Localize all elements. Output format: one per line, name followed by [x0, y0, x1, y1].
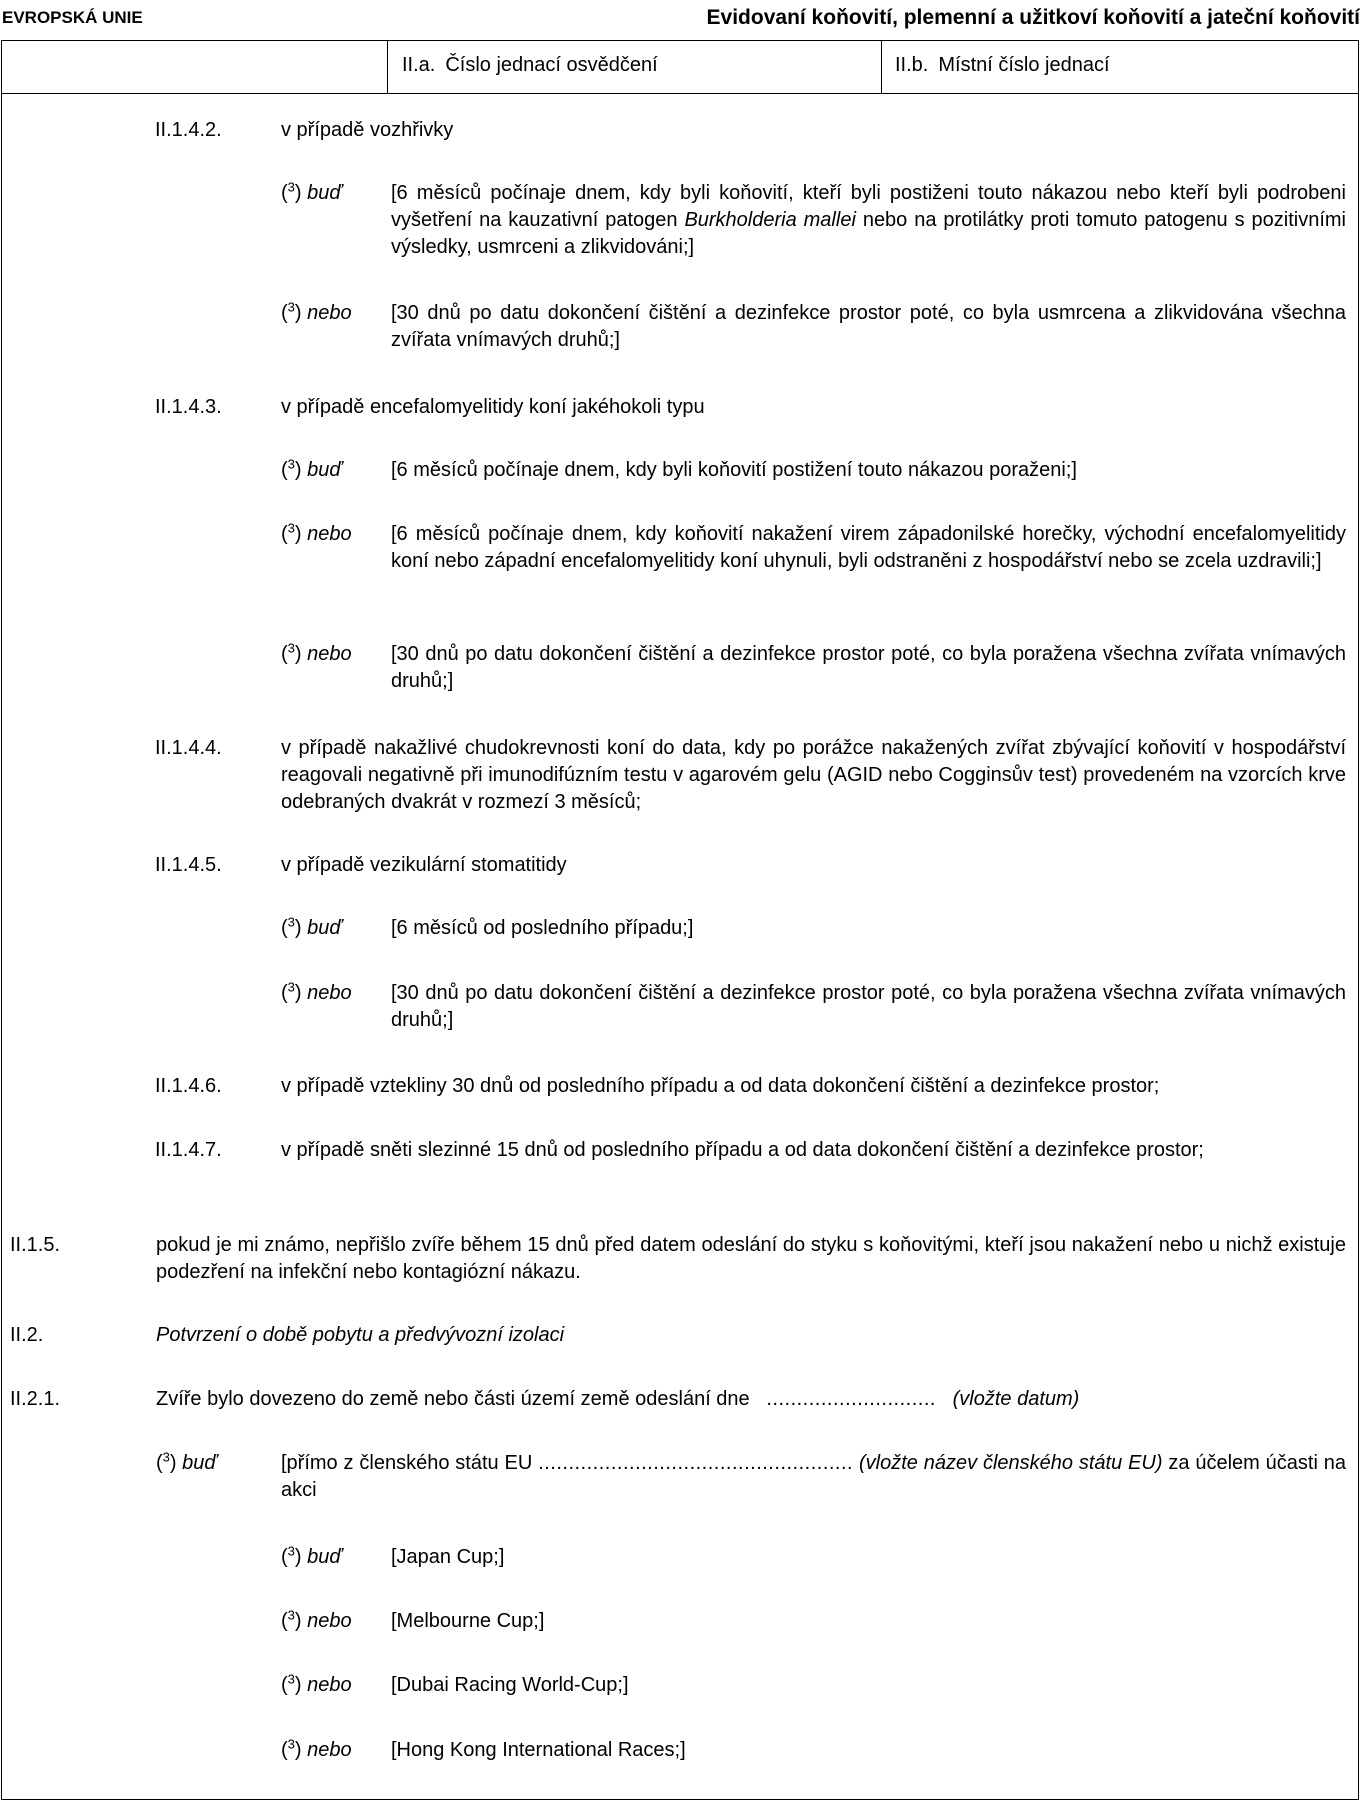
event-option: [Dubai Racing World-Cup;]	[391, 1674, 629, 1696]
option-marker: ($^3$) nebo	[281, 1607, 352, 1632]
reference-row	[2, 41, 1358, 94]
ref-cert-number: II.a. Číslo jednací osvědčení	[402, 54, 658, 76]
country-fill-line: ....................................................	[538, 1452, 854, 1474]
section-number: II.2.	[10, 1324, 44, 1346]
option-text: [přímo z členského státu EU .................................................... (vložte název členského státu EU) za účelem účasti na akci	[281, 1452, 1347, 1501]
option-marker: ($^3$) nebo	[281, 1736, 352, 1761]
section-text: v případě nakažlivé chudokrevnosti koní do data, kdy po porážce nakažených zvířat zbývající koňovití v hospodářství reagovali negativně při imunodifúzním testu v agarovém gelu (AGID nebo Cogginsův test) provedeném na vzorcích krve odebraných dvakrát v rozmezí 3 měsíců;	[281, 737, 1346, 813]
section-text: Zvíře bylo dovezeno do země nebo části území země odeslání dne ............................ (vložte datum)	[156, 1388, 1080, 1410]
ref-local-number: II.b. Místní číslo jednací	[895, 54, 1110, 76]
date-fill-line: ............................	[766, 1388, 936, 1410]
event-option: [Melbourne Cup;]	[391, 1610, 545, 1632]
section-text: v případě sněti slezinné 15 dnů od posledního případu a od data dokončení čištění a dezinfekce prostor;	[281, 1139, 1204, 1161]
option-text: [30 dnů po datu dokončení čištění a dezinfekce prostor poté, co byla poražena všechna zvířata vnímavých druhů;]	[391, 982, 1346, 1031]
section-title: Potvrzení o době pobytu a předvývozní izolaci	[156, 1324, 565, 1346]
section-text: v případě vztekliny 30 dnů od posledního případu a od data dokončení čištění a dezinfekce prostor;	[281, 1075, 1160, 1097]
option-marker: ($^3$) nebo	[281, 520, 352, 545]
section-number: II.1.5.	[10, 1234, 61, 1256]
option-marker: ($^3$) buď	[281, 1543, 342, 1568]
section-number: II.2.1.	[10, 1388, 61, 1410]
page-header	[0, 0, 1360, 40]
header-right-title: Evidovaní koňovití, plemenní a užitkoví koňovití a jateční koňovití	[706, 6, 1360, 29]
section-number: II.1.4.7.	[155, 1139, 222, 1161]
option-marker: ($^3$) nebo	[281, 1671, 352, 1696]
section-title: v případě vezikulární stomatitidy	[281, 854, 567, 876]
option-text: [30 dnů po datu dokončení čištění a dezinfekce prostor poté, co byla usmrcena a zlikvidována všechna zvířata vnímavých druhů;]	[391, 302, 1346, 351]
section-title: v případě encefalomyelitidy koní jakéhokoli typu	[281, 396, 705, 418]
option-marker: ($^3$) buď	[281, 179, 342, 204]
section-number: II.1.4.2.	[155, 119, 222, 141]
section-title: v případě vozhřivky	[281, 119, 454, 141]
option-marker: ($^3$) nebo	[281, 979, 352, 1004]
event-option: [Hong Kong International Races;]	[391, 1739, 686, 1761]
option-text: [6 měsíců od posledního případu;]	[391, 917, 694, 939]
option-text: [6 měsíců počínaje dnem, kdy koňovití nakažení virem západonilské horečky, východní encefalomyelitidy koní nebo západní encefalomyelitidy koní uhynuli, byli odstraněni z hospodářství nebo se zcela uzdravili;]	[391, 523, 1346, 572]
option-text: [6 měsíců počínaje dnem, kdy byli koňovití postižení touto nákazou poraženi;]	[391, 459, 1077, 481]
section-number: II.1.4.5.	[155, 854, 222, 876]
option-marker: ($^3$) buď	[281, 456, 342, 481]
option-marker: ($^3$) buď	[281, 914, 342, 939]
option-text: [30 dnů po datu dokončení čištění a dezinfekce prostor poté, co byla poražena všechna zvířata vnímavých druhů;]	[391, 643, 1346, 692]
option-marker: ($^3$) nebo	[281, 640, 352, 665]
section-number: II.1.4.6.	[155, 1075, 222, 1097]
section-number: II.1.4.4.	[155, 737, 222, 759]
ref-divider-2	[881, 41, 882, 93]
section-number: II.1.4.3.	[155, 396, 222, 418]
ref-divider-1	[387, 41, 388, 93]
option-marker: ($^3$) buď	[156, 1449, 217, 1474]
header-left-title: EVROPSKÁ UNIE	[2, 8, 143, 27]
option-text: [6 měsíců počínaje dnem, kdy byli koňovití, kteří byli postiženi touto nákazou nebo kteří byli podrobeni vyšetření na kauzativní patogen Burkholderia mallei nebo na protilátky proti tomuto patogenu s pozitivními výsledky, usmrceni a zlikvidováni;]	[391, 182, 1346, 258]
section-text: pokud je mi známo, nepřišlo zvíře během 15 dnů před datem odeslání do styku s koňovitými, kteří jsou nakažení nebo u nichž existuje podezření na infekční nebo kontagiózní nákazu.	[156, 1234, 1346, 1283]
event-option: [Japan Cup;]	[391, 1546, 505, 1568]
option-marker: ($^3$) nebo	[281, 299, 352, 324]
